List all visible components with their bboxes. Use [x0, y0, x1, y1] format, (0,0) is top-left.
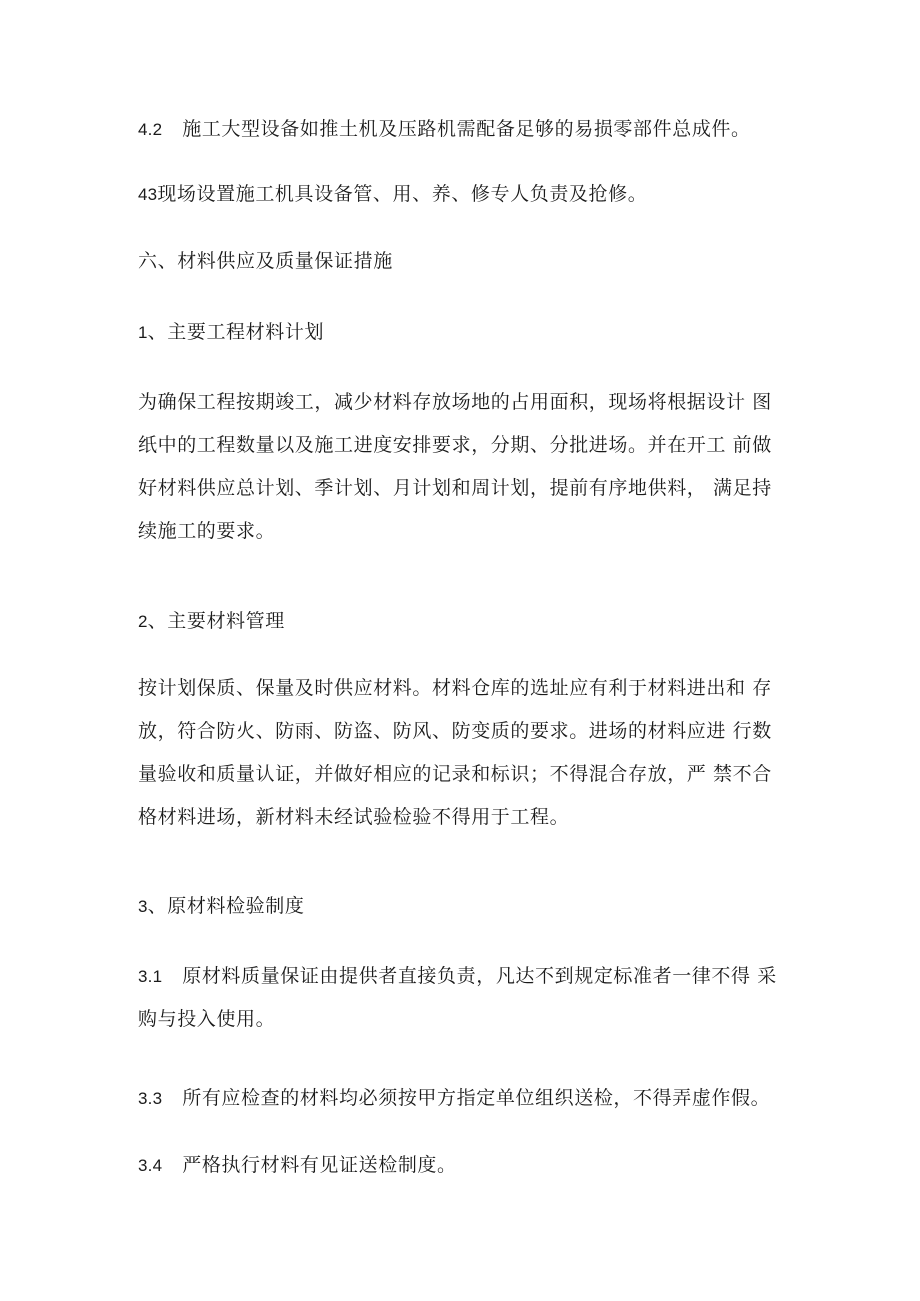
- paragraph-material-plan: [138, 381, 788, 553]
- section-number: 43: [138, 185, 158, 204]
- heading-text: 、主要材料管理: [147, 610, 285, 632]
- paragraph-line: 量验收和质量认证，并做好相应的记录和标识；不得混合存放，严 禁不合: [138, 763, 772, 785]
- paragraph-line: 好材料供应总计划、季计划、月计划和周计划，提前有序地供料， 满足持: [138, 477, 772, 499]
- section-number: 1: [138, 323, 148, 342]
- section-heading-6: [138, 240, 788, 283]
- heading-text: 六、材料供应及质量保证措施: [138, 250, 393, 272]
- subheading-2: [138, 600, 788, 643]
- paragraph-line: 原材料质量保证由提供者直接负责，凡达不到规定标准者一律不得 采: [182, 965, 777, 987]
- paragraph-4-2: [138, 108, 788, 151]
- paragraph-3-4: [138, 1144, 788, 1187]
- section-number: 3.3: [138, 1089, 163, 1108]
- paragraph-text: 现场设置施工机具设备管、用、养、修专人负责及抢修。: [157, 183, 648, 205]
- subheading-1: [138, 311, 788, 354]
- heading-text: 、主要工程材料计划: [147, 321, 325, 343]
- section-number: 2: [138, 612, 148, 631]
- paragraph-line: 纸中的工程数量以及施工进度安排要求，分期、分批进场。并在开工 前做: [138, 434, 772, 456]
- paragraph-line: 续施工的要求。: [138, 520, 276, 542]
- paragraph-text: 严格执行材料有见证送检制度。: [182, 1154, 457, 1176]
- subheading-3: [138, 885, 788, 928]
- paragraph-line: 按计划保质、保量及时供应材料。材料仓库的选址应有利于材料进出和 存: [138, 677, 772, 699]
- paragraph-3-3: [138, 1077, 788, 1120]
- paragraph-line: 放，符合防火、防雨、防盗、防风、防变质的要求。进场的材料应进 行数: [138, 720, 772, 742]
- paragraph-line: 购与投入使用。: [138, 1008, 276, 1030]
- section-number: 3: [138, 897, 148, 916]
- section-number: 3.1: [138, 967, 163, 986]
- section-number: 3.4: [138, 1156, 163, 1175]
- section-number: 4.2: [138, 120, 163, 139]
- paragraph-material-management: [138, 667, 788, 839]
- paragraph-line: 为确保工程按期竣工，减少材料存放场地的占用面积，现场将根据设计 图: [138, 391, 772, 413]
- paragraph-text: 所有应检查的材料均必须按甲方指定单位组织送检，不得弄虚作假。: [182, 1087, 771, 1109]
- paragraph-4-3: [138, 173, 788, 216]
- paragraph-line: 格材料进场，新材料未经试验检验不得用于工程。: [138, 806, 570, 828]
- paragraph-text: 施工大型设备如推土机及压路机需配备足够的易损零部件总成件。: [182, 118, 751, 140]
- paragraph-3-1: [138, 955, 788, 1041]
- heading-text: 、原材料检验制度: [147, 895, 305, 917]
